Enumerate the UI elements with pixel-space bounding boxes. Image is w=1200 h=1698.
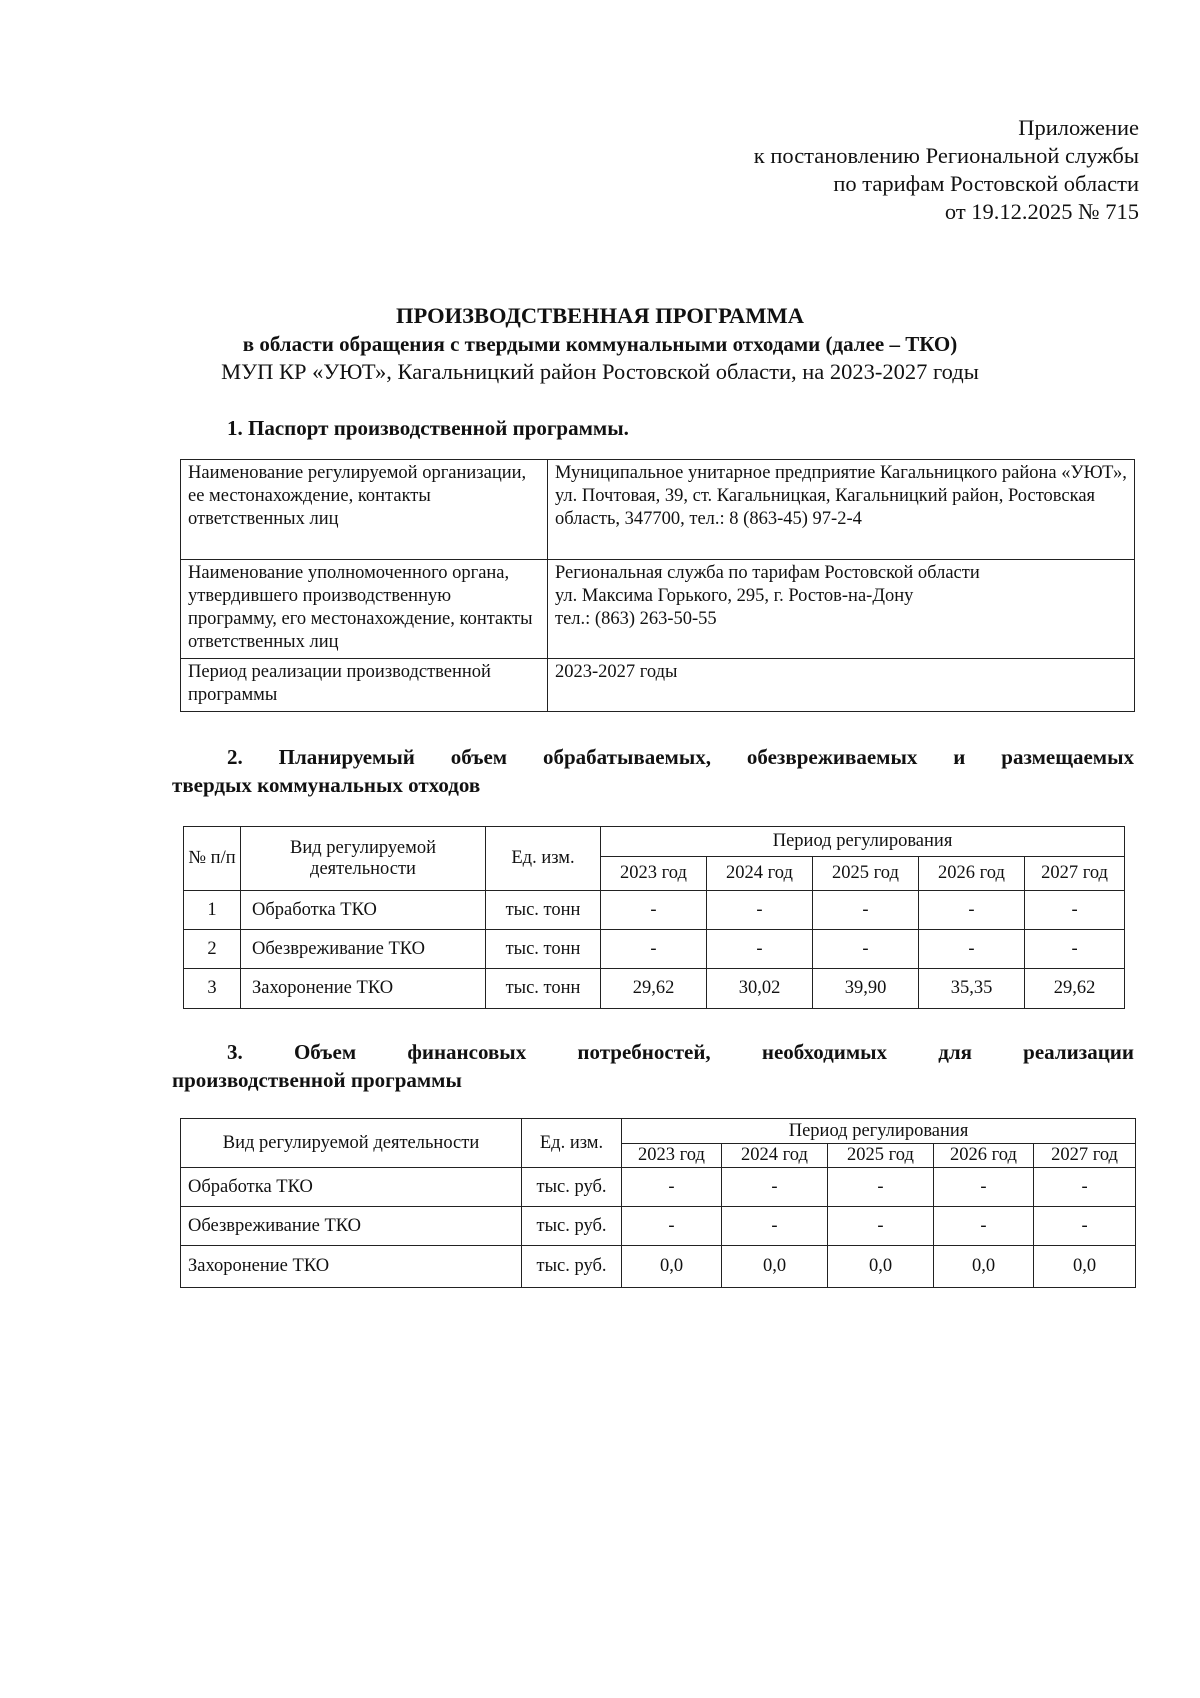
title-main: ПРОИЗВОДСТВЕННАЯ ПРОГРАММА (395, 303, 805, 328)
col-header-period: Период регулирования (601, 827, 1125, 857)
year-header: 2025 год (813, 857, 919, 891)
table-row (181, 1168, 1136, 1207)
table-header-row (181, 1119, 1136, 1144)
row-value: 29,62 (601, 969, 707, 1009)
row-value: - (601, 891, 707, 930)
row-value: 30,02 (707, 969, 813, 1009)
row-value: 0,0 (722, 1246, 828, 1288)
finance-table (180, 1118, 1136, 1288)
year-header: 2023 год (601, 857, 707, 891)
col-header-num: № п/п (184, 827, 241, 891)
row-value: - (828, 1168, 934, 1207)
table-row (181, 1207, 1136, 1246)
row-unit: тыс. тонн (486, 969, 601, 1009)
row-value: - (707, 930, 813, 969)
passport-value-line: ул. Максима Горького, 295, г. Ростов-на-Дону (555, 586, 914, 606)
row-unit: тыс. тонн (486, 891, 601, 930)
table-header-row (184, 827, 1125, 857)
row-value: - (934, 1168, 1034, 1207)
row-value: - (722, 1168, 828, 1207)
row-unit: тыс. руб. (522, 1168, 622, 1207)
appendix-line: к постановлению Региональной службы (753, 143, 1139, 168)
title-organization: МУП КР «УЮТ», Кагальницкий район Ростовской области, на 2023-2027 годы (221, 359, 979, 384)
passport-table (180, 459, 1135, 712)
table-row (184, 969, 1125, 1009)
table-row (181, 460, 1135, 560)
volume-table (183, 826, 1125, 1009)
row-unit: тыс. тонн (486, 930, 601, 969)
row-value: - (601, 930, 707, 969)
row-activity: Обработка ТКО (181, 1168, 522, 1207)
col-header-activity: Вид регулируемой деятельности (241, 827, 486, 891)
appendix-date: от 19.12.2025 № 715 (944, 199, 1139, 224)
section3-heading-line: производственной программы (172, 1068, 462, 1092)
row-unit: тыс. руб. (522, 1207, 622, 1246)
passport-value: 2023-2027 годы (548, 659, 1135, 712)
col-header-period: Период регулирования (622, 1119, 1136, 1144)
row-value: 0,0 (934, 1246, 1034, 1288)
section2-heading-line: 2. Планируемый объем обрабатываемых, обезвреживаемых и размещаемых (227, 745, 1134, 769)
row-value: - (1034, 1207, 1136, 1246)
table-row (184, 891, 1125, 930)
year-header: 2027 год (1025, 857, 1125, 891)
year-header: 2027 год (1034, 1144, 1136, 1168)
section2-heading-line: твердых коммунальных отходов (172, 773, 481, 797)
table-row (181, 560, 1135, 659)
passport-value-line: Региональная служба по тарифам Ростовской области (555, 563, 980, 583)
table-row (184, 930, 1125, 969)
row-value: - (919, 930, 1025, 969)
document-title (0, 302, 1200, 386)
passport-label: Наименование уполномоченного органа, утвердившего производственную программу, его местонахождение, контакты ответственных лиц (181, 560, 548, 659)
passport-label: Период реализации производственной программы (181, 659, 548, 712)
row-activity: Обезвреживание ТКО (241, 930, 486, 969)
row-activity: Захоронение ТКО (181, 1246, 522, 1288)
row-value: - (622, 1207, 722, 1246)
row-value: 39,90 (813, 969, 919, 1009)
row-value: 35,35 (919, 969, 1025, 1009)
row-value: - (934, 1207, 1034, 1246)
year-header: 2024 год (722, 1144, 828, 1168)
row-value: - (707, 891, 813, 930)
year-header: 2025 год (828, 1144, 934, 1168)
row-value: - (828, 1207, 934, 1246)
appendix-line: по тарифам Ростовской области (833, 171, 1139, 196)
row-activity: Захоронение ТКО (241, 969, 486, 1009)
section1-heading: 1. Паспорт производственной программы. (227, 416, 629, 440)
row-activity: Обезвреживание ТКО (181, 1207, 522, 1246)
passport-value-line: тел.: (863) 263-50-55 (555, 609, 717, 629)
row-unit: тыс. руб. (522, 1246, 622, 1288)
section3-heading (172, 1038, 1134, 1094)
row-value: - (1034, 1168, 1136, 1207)
table-row (181, 1246, 1136, 1288)
row-activity: Обработка ТКО (241, 891, 486, 930)
title-subtitle: в области обращения с твердыми коммунальными отходами (далее – ТКО) (242, 332, 958, 356)
col-header-unit: Ед. изм. (486, 827, 601, 891)
row-value: - (919, 891, 1025, 930)
passport-value: Муниципальное унитарное предприятие Кагальницкого района «УЮТ», ул. Почтовая, 39, ст. Кагальницкая, Кагальницкий район, Ростовская область, 347700, тел.: 8 (863-45) 97-2-4 (548, 460, 1135, 560)
row-num: 1 (184, 891, 241, 930)
year-header: 2026 год (934, 1144, 1034, 1168)
appendix-block (754, 114, 1139, 226)
year-header: 2026 год (919, 857, 1025, 891)
col-header-activity: Вид регулируемой деятельности (181, 1119, 522, 1168)
passport-label: Наименование регулируемой организации, ее местонахождение, контакты ответственных лиц (181, 460, 548, 560)
row-value: 0,0 (1034, 1246, 1136, 1288)
col-header-unit: Ед. изм. (522, 1119, 622, 1168)
row-value: - (722, 1207, 828, 1246)
section3-heading-line: 3. Объем финансовых потребностей, необходимых для реализации (227, 1040, 1134, 1064)
row-value: - (813, 930, 919, 969)
row-value: - (813, 891, 919, 930)
row-value: 0,0 (828, 1246, 934, 1288)
passport-value (548, 560, 1135, 659)
row-value: 0,0 (622, 1246, 722, 1288)
appendix-line: Приложение (1018, 115, 1139, 140)
row-value: - (1025, 891, 1125, 930)
year-header: 2023 год (622, 1144, 722, 1168)
section2-heading (172, 743, 1134, 799)
row-value: - (1025, 930, 1125, 969)
row-num: 3 (184, 969, 241, 1009)
row-num: 2 (184, 930, 241, 969)
row-value: 29,62 (1025, 969, 1125, 1009)
table-row (181, 659, 1135, 712)
year-header: 2024 год (707, 857, 813, 891)
row-value: - (622, 1168, 722, 1207)
